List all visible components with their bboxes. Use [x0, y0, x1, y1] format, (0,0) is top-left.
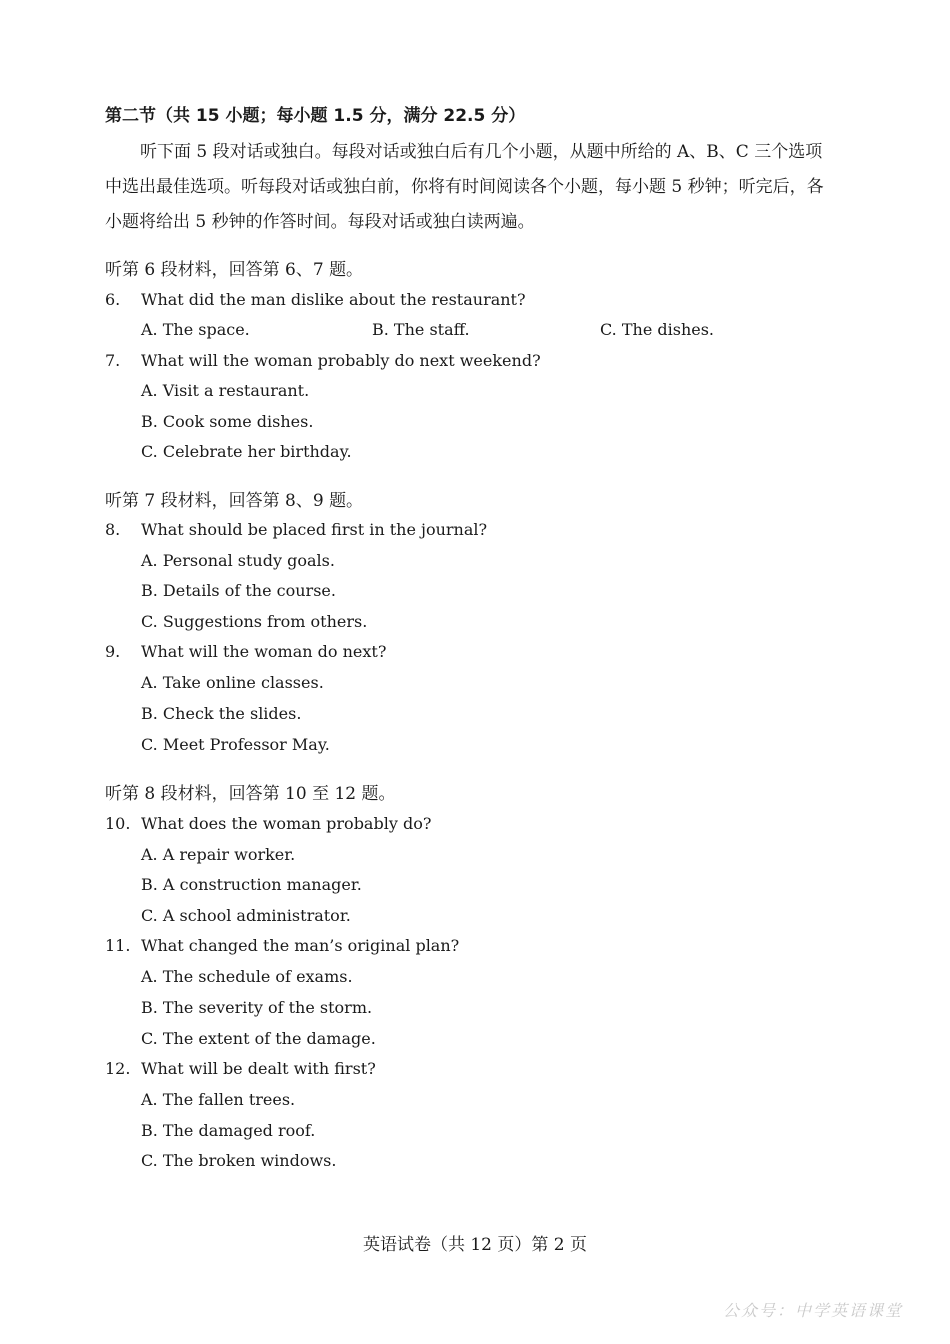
- option: A. Take online classes.: [141, 673, 324, 692]
- option: B. The damaged roof.: [141, 1121, 316, 1140]
- question-text: What should be placed first in the journal?: [141, 520, 488, 539]
- question-text: What will the woman probably do next weekend?: [141, 351, 541, 370]
- group-heading: 听第 8 段材料，回答第 10 至 12 题。: [105, 784, 396, 804]
- watermark: 公众号：中学英语课堂: [722, 1301, 903, 1320]
- option: C. The broken windows.: [141, 1151, 337, 1170]
- question-text: What will the woman do next?: [141, 642, 387, 661]
- option: B. The severity of the storm.: [141, 998, 373, 1017]
- section-title: 第二节（共 15 小题；每小题 1.5 分，满分 22.5 分）: [105, 106, 526, 126]
- question-text: What will be dealt with first?: [141, 1059, 376, 1078]
- question-number: 12.: [105, 1059, 131, 1078]
- option: B. Cook some dishes.: [141, 412, 314, 431]
- option: B. Check the slides.: [141, 704, 302, 723]
- page-footer: 英语试卷（共 12 页）第 2 页: [362, 1235, 588, 1255]
- option: A. Visit a restaurant.: [141, 381, 310, 400]
- option: A. Personal study goals.: [141, 551, 335, 570]
- question-text: What does the woman probably do?: [141, 814, 432, 833]
- question-number: 7.: [105, 351, 121, 370]
- option: A. The space.: [141, 320, 250, 339]
- option: B. Details of the course.: [141, 581, 336, 600]
- question-number: 10.: [105, 814, 131, 833]
- question-number: 9.: [105, 642, 121, 661]
- instruction-line: 中选出最佳选项。听每段对话或独白前，你将有时间阅读各个小题，每小题 5 秒钟；听完后，各: [105, 177, 824, 197]
- question-text: What changed the man’s original plan?: [141, 936, 460, 955]
- question-number: 11.: [105, 936, 131, 955]
- option: C. Celebrate her birthday.: [141, 442, 352, 461]
- question-text: What did the man dislike about the restaurant?: [141, 290, 526, 309]
- group-heading: 听第 6 段材料，回答第 6、7 题。: [105, 260, 364, 280]
- instruction-line: 小题将给出 5 秒钟的作答时间。每段对话或独白读两遍。: [105, 212, 535, 232]
- question-number: 6.: [105, 290, 121, 309]
- group-heading: 听第 7 段材料，回答第 8、9 题。: [105, 491, 364, 511]
- option: A. The schedule of exams.: [141, 967, 353, 986]
- option: C. The dishes.: [600, 320, 715, 339]
- option: C. A school administrator.: [141, 906, 351, 925]
- option: A. A repair worker.: [141, 845, 296, 864]
- option: C. Meet Professor May.: [141, 735, 330, 754]
- option: B. The staff.: [372, 320, 470, 339]
- option: C. The extent of the damage.: [141, 1029, 376, 1048]
- instruction-line: 听下面 5 段对话或独白。每段对话或独白后有几个小题，从题中所给的 A、B、C 三个选项: [140, 142, 823, 162]
- question-number: 8.: [105, 520, 121, 539]
- option: A. The fallen trees.: [141, 1090, 296, 1109]
- option: C. Suggestions from others.: [141, 612, 368, 631]
- option: B. A construction manager.: [141, 875, 362, 894]
